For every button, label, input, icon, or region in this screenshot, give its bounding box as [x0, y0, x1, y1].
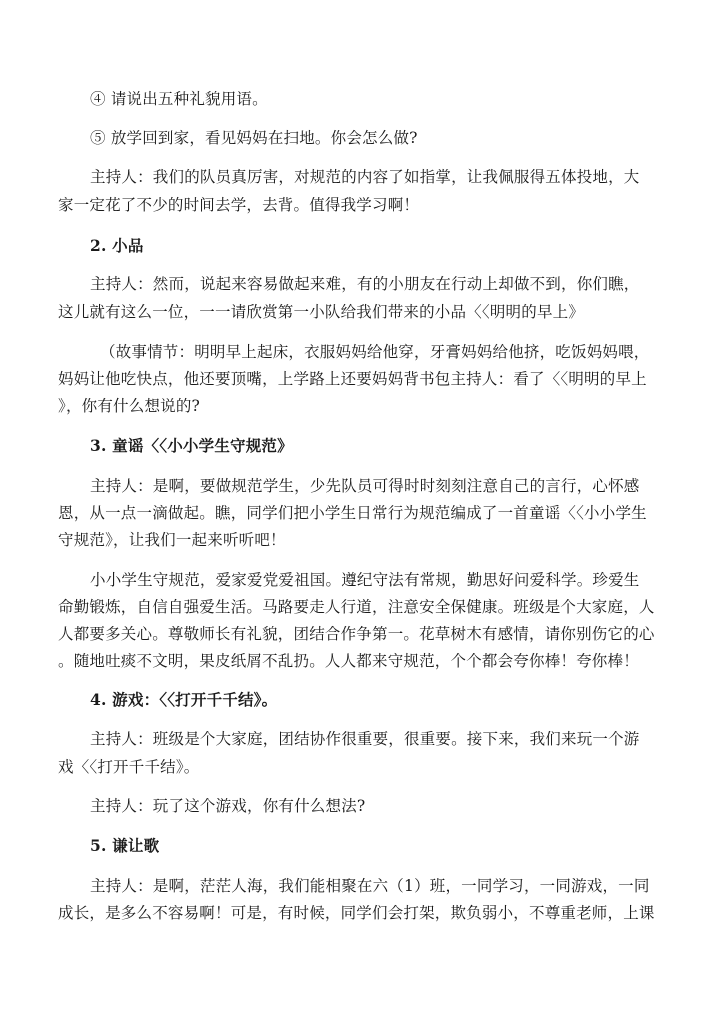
paragraph-line: （故事情节：明明早上起床，衣服妈妈给他穿，牙膏妈妈给他挤，吃饭妈妈喂，: [100, 343, 650, 361]
paragraph-line: 成长，是多么不容易啊！可是，有时候，同学们会打架，欺负弱小，不尊重老师，上课: [58, 904, 655, 922]
paragraph-line: 》，你有什么想说的?: [58, 397, 201, 415]
paragraph-line: 主持人：我们的队员真厉害，对规范的内容了如指掌，让我佩服得五体投地，大: [90, 168, 640, 186]
rhyme-line: 人都要多关心。尊敬师长有礼貌，团结合作争第一。花草树木有感情，请你别伤它的心: [58, 625, 655, 643]
section-heading-3: 3. 童谣〈〈小小学生守规范》: [90, 436, 293, 455]
section-heading-5: 5. 谦让歌: [90, 836, 160, 855]
paragraph-line: 主持人：是啊，茫茫人海，我们能相聚在六（1）班，一同学习，一同游戏，一同: [90, 877, 650, 895]
section-heading-2: 2. 小品: [90, 236, 144, 255]
paragraph-line: 这儿就有这么一位，一一请欣赏第一小队给我们带来的小品〈〈明明的早上》: [58, 303, 585, 321]
list-item-5: ⑤ 放学回到家，看见妈妈在扫地。你会怎么做?: [90, 129, 418, 147]
paragraph-line: 恩，从一点一滴做起。瞧，同学们把小学生日常行为规范编成了一首童谣〈〈小小学生: [58, 504, 647, 522]
paragraph-line: 主持人：然而，说起来容易做起来难，有的小朋友在行动上却做不到，你们瞧，: [90, 275, 640, 293]
paragraph-line: 家一定花了不少的时间去学，去背。值得我学习啊！: [58, 196, 420, 214]
paragraph-line: 主持人：班级是个大家庭，团结协作很重要，很重要。接下来，我们来玩一个游: [90, 730, 640, 748]
section-heading-4: 4. 游戏：〈〈打开千千结》。: [90, 690, 278, 709]
rhyme-line: 命勤锻炼，自信自强爱生活。马路要走人行道，注意安全保健康。班级是个大家庭，人: [58, 598, 655, 616]
list-item-4: ④ 请说出五种礼貌用语。: [90, 90, 268, 108]
paragraph-line: 妈妈让他吃快点，他还要顶嘴，上学路上还要妈妈背书包主持人：看了〈〈明明的早上: [58, 370, 647, 388]
paragraph-line: 主持人：玩了这个游戏，你有什么想法?: [90, 797, 366, 815]
paragraph-line: 主持人：是啊，要做规范学生，少先队员可得时时刻刻注意自己的言行，心怀感: [90, 477, 640, 495]
paragraph-line: 戏〈〈打开千千结》。: [58, 758, 200, 776]
rhyme-line: 小小学生守规范，爱家爱党爱祖国。遵纪守法有常规，勤思好问爱科学。珍爱生: [90, 571, 640, 589]
rhyme-line: 。随地吐痰不文明，果皮纸屑不乱扔。人人都来守规范，个个都会夸你棒！夸你棒！: [58, 652, 639, 670]
paragraph-line: 守规范》，让我们一起来听听吧！: [58, 531, 286, 549]
